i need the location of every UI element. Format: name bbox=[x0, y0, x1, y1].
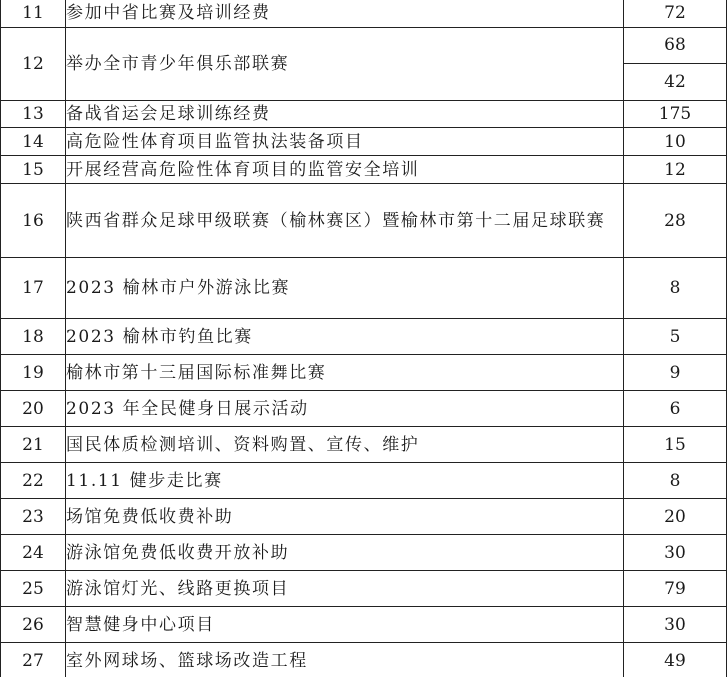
item-name: 备战省运会足球训练经费 bbox=[66, 101, 624, 128]
item-name: 榆林市第十三届国际标准舞比赛 bbox=[66, 355, 624, 391]
item-name: 举办全市青少年俱乐部联赛 bbox=[66, 28, 624, 101]
item-name: 智慧健身中心项目 bbox=[66, 607, 624, 643]
row-number: 26 bbox=[1, 607, 66, 643]
row-number: 17 bbox=[1, 258, 66, 319]
item-amount-part: 42 bbox=[664, 72, 686, 92]
table-row bbox=[1, 607, 727, 643]
item-amount-part: 68 bbox=[624, 28, 726, 64]
item-name: 国民体质检测培训、资料购置、宣传、维护 bbox=[66, 427, 624, 463]
row-number: 16 bbox=[1, 184, 66, 258]
row-number: 22 bbox=[1, 463, 66, 499]
row-number: 18 bbox=[1, 319, 66, 355]
table-row bbox=[1, 0, 727, 28]
item-amount: 72 bbox=[624, 0, 727, 28]
item-amount: 30 bbox=[624, 607, 727, 643]
table-row bbox=[1, 391, 727, 427]
item-name: 室外网球场、篮球场改造工程 bbox=[66, 643, 624, 677]
item-amount: 30 bbox=[624, 535, 727, 571]
table-row bbox=[1, 427, 727, 463]
row-number: 12 bbox=[1, 28, 66, 101]
item-amount: 20 bbox=[624, 499, 727, 535]
row-number: 13 bbox=[1, 101, 66, 128]
row-number: 21 bbox=[1, 427, 66, 463]
item-amount-split bbox=[624, 28, 727, 101]
item-name: 场馆免费低收费补助 bbox=[66, 499, 624, 535]
row-number: 25 bbox=[1, 571, 66, 607]
row-number: 14 bbox=[1, 128, 66, 156]
item-name: 开展经营高危险性体育项目的监管安全培训 bbox=[66, 156, 624, 184]
item-amount: 175 bbox=[624, 101, 727, 128]
table-row bbox=[1, 463, 727, 499]
table-row bbox=[1, 499, 727, 535]
item-amount: 8 bbox=[624, 463, 727, 499]
row-number: 23 bbox=[1, 499, 66, 535]
item-name: 高危险性体育项目监管执法装备项目 bbox=[66, 128, 624, 156]
item-name: 2023 榆林市户外游泳比赛 bbox=[66, 258, 624, 319]
item-name: 游泳馆免费低收费开放补助 bbox=[66, 535, 624, 571]
item-name: 11.11 健步走比赛 bbox=[66, 463, 624, 499]
item-name: 2023 榆林市钓鱼比赛 bbox=[66, 319, 624, 355]
item-name: 陕西省群众足球甲级联赛（榆林赛区）暨榆林市第十二届足球联赛 bbox=[66, 184, 624, 258]
item-name: 2023 年全民健身日展示活动 bbox=[66, 391, 624, 427]
table-row bbox=[1, 258, 727, 319]
table-row bbox=[1, 643, 727, 677]
row-number: 15 bbox=[1, 156, 66, 184]
item-amount: 12 bbox=[624, 156, 727, 184]
table-row bbox=[1, 355, 727, 391]
table-row bbox=[1, 184, 727, 258]
item-amount: 28 bbox=[624, 184, 727, 258]
item-amount: 5 bbox=[624, 319, 727, 355]
table-row bbox=[1, 535, 727, 571]
item-amount: 79 bbox=[624, 571, 727, 607]
item-name: 参加中省比赛及培训经费 bbox=[66, 0, 624, 28]
item-amount: 10 bbox=[624, 128, 727, 156]
item-amount: 8 bbox=[624, 258, 727, 319]
row-number: 27 bbox=[1, 643, 66, 677]
table-row bbox=[1, 28, 727, 101]
item-amount: 9 bbox=[624, 355, 727, 391]
table-row bbox=[1, 128, 727, 156]
item-amount: 6 bbox=[624, 391, 727, 427]
table-row bbox=[1, 101, 727, 128]
item-name: 游泳馆灯光、线路更换项目 bbox=[66, 571, 624, 607]
row-number: 11 bbox=[1, 0, 66, 28]
row-number: 24 bbox=[1, 535, 66, 571]
table-row bbox=[1, 156, 727, 184]
row-number: 19 bbox=[1, 355, 66, 391]
table-row bbox=[1, 571, 727, 607]
row-number: 20 bbox=[1, 391, 66, 427]
item-amount: 15 bbox=[624, 427, 727, 463]
table-row bbox=[1, 319, 727, 355]
item-amount: 49 bbox=[624, 643, 727, 677]
